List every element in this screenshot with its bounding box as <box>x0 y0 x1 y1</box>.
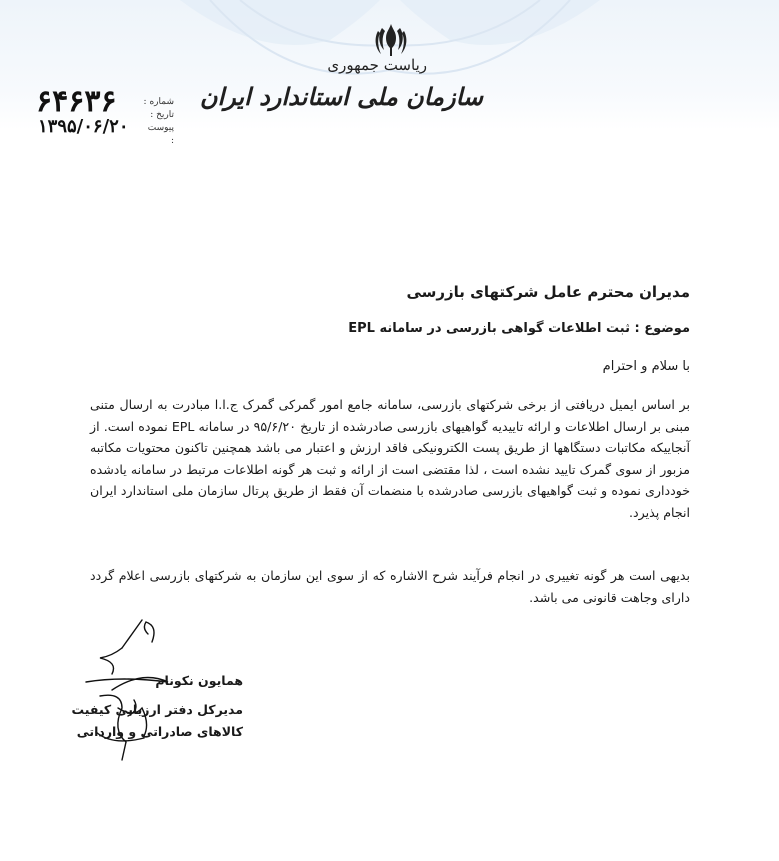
letter-number: ۶۴۶۳۶ <box>36 84 117 119</box>
presidency-label: ریاست جمهوری <box>327 56 427 74</box>
number-label: شماره : <box>143 97 174 107</box>
signatory-title-line-1: مدیرکل دفتر ارزیابی کیفیت <box>71 702 243 717</box>
greeting-line: با سلام و احترام <box>602 359 690 374</box>
organization-name: سازمان ملی استاندارد ایران <box>199 82 483 111</box>
subject-line: موضوع : ثبت اطلاعات گواهی بازرسی در سامانه EPL <box>348 321 690 336</box>
letter-meta-labels <box>142 96 174 148</box>
signatory-title-line-2: کالاهای صادراتی و وارداتی <box>76 724 243 739</box>
signature-block <box>72 673 244 743</box>
date-label: تاریخ : <box>150 110 174 120</box>
body-paragraph-1: بر اساس ایمیل دریافتی از برخی شرکتهای بازرسی، سامانه جامع امور گمرکی گمرک ج.ا.ا مبادرت به ارسال متنی مبنی بر ارسال اطلاعات و ارائه تاییدیه گواهیهای بازرسی صادرشده از تاریخ ۹۵/۶/۲۰ در سامانه EPL نموده است. از آنجاییکه مکاتبات دستگاهها از طریق پست الکترونیکی فاقد ارزش و اعتبار می باشد همچنین تاکنون محتویات مکاتبه مزبور از سوی گمرک تایید نشده است ، لذا مقتضی است از ارائه و ثبت هر گونه اطلاعات مرتبط در سامانه یادشده خودداری نموده و ثبت گواهیهای بازرسی صادرشده با منضمات آن فقط از طریق پرتال سازمان ملی استاندارد ایران انجام پذیرد. <box>90 397 690 520</box>
iran-emblem-icon <box>374 22 408 58</box>
body-paragraph-2: بدیهی است هر گونه تغییری در انجام فرآیند شرح الاشاره که از سوی این سازمان به شرکتهای بازرسی اعلام گردد دارای وجاهت قانونی می باشد. <box>90 568 690 605</box>
attachment-label: پیوست : <box>147 123 174 146</box>
letter-date: ۱۳۹۵/۰۶/۲۰ <box>38 116 129 137</box>
recipient-line: مدیران محترم عامل شرکتهای بازرسی <box>406 283 690 301</box>
signatory-name: همایون نکونام <box>155 673 243 688</box>
